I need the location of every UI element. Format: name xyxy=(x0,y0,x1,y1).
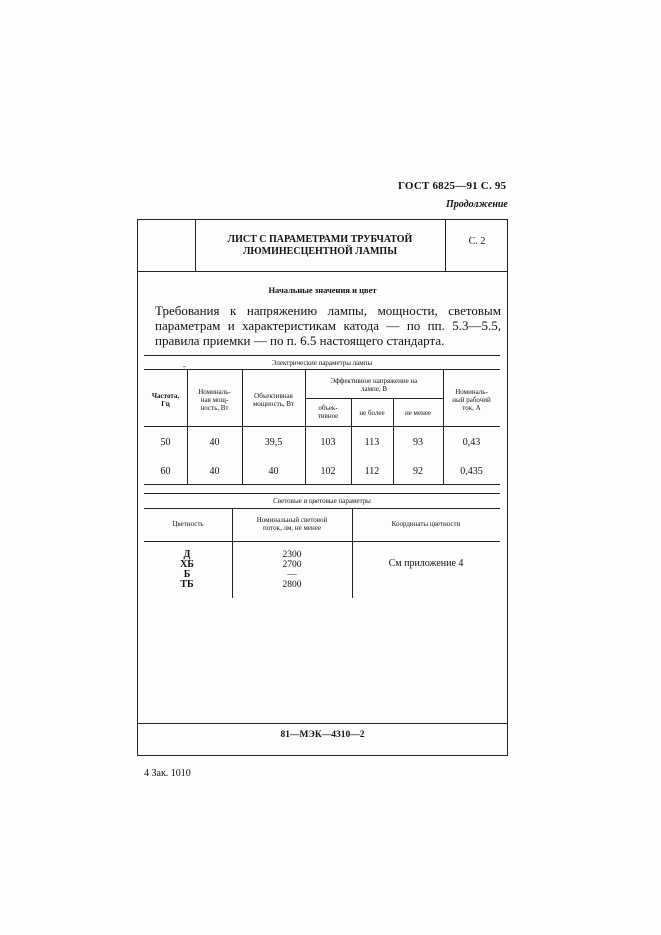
header-nominal-power xyxy=(187,388,242,412)
header-objective-power-line1: Объективная xyxy=(254,392,293,400)
title-divider-right xyxy=(445,219,446,271)
cell-voltage-min: 93 xyxy=(413,437,423,448)
flux-list xyxy=(232,550,352,590)
cell-current: 0,43 xyxy=(462,437,481,448)
cell-current: 0,435 xyxy=(460,466,483,477)
continuation-label: Продолжение xyxy=(446,199,508,210)
header-frequency-line1: Частота, xyxy=(151,392,180,400)
list-item: — xyxy=(287,570,297,580)
list-item: 2300 xyxy=(282,550,302,560)
cell-nominal-power: 40 xyxy=(209,466,220,477)
list-item: 2700 xyxy=(282,560,302,570)
header-current-line1: Номиналь- xyxy=(455,388,488,396)
page-label: С. 2 xyxy=(468,236,486,247)
cell-objective-power: 39,5 xyxy=(264,437,283,448)
coords-value: См приложение 4 xyxy=(388,558,464,569)
section-title: Начальные значения и цвет xyxy=(268,285,377,295)
ltable-header-rule xyxy=(144,541,500,542)
standard-code: ГОСТ 6825—91 С. 95 xyxy=(398,180,507,192)
header-coords: Координаты цветности xyxy=(391,520,461,528)
etable-header-rule xyxy=(144,426,500,427)
header-nominal-power-line1: Номиналь- xyxy=(198,388,231,396)
cell-frequency: 50 xyxy=(160,437,171,448)
etable-caption: Электрические параметры лампы xyxy=(271,359,373,367)
header-frequency xyxy=(144,392,187,408)
header-voltage-group xyxy=(305,377,443,393)
sheet-title xyxy=(196,234,444,258)
footer-rule xyxy=(137,723,508,724)
header-voltage-min: не менее xyxy=(404,409,432,417)
cell-voltage-max: 112 xyxy=(364,466,380,477)
header-current-line3: ток, А xyxy=(462,404,481,412)
header-voltage-objective-line2: тивное xyxy=(317,412,339,420)
color-list xyxy=(170,550,204,590)
title-bottom-rule xyxy=(137,271,508,272)
requirements-paragraph: Требования к напряжению лампы, мощности, световым параметрам и характеристикам катода — по пп. 5.3—5.5, правила приемки — по п. 6.5 настоящего стандарта. xyxy=(155,303,501,348)
cell-nominal-power: 40 xyxy=(209,437,220,448)
header-flux-line2: поток, лм, не менее xyxy=(262,524,322,532)
cell-voltage-min: 92 xyxy=(413,466,423,477)
header-voltage-line2: лампе, В xyxy=(360,385,388,393)
list-item: 2800 xyxy=(282,580,302,590)
list-item: ТБ xyxy=(180,579,194,590)
cell-voltage-objective: 102 xyxy=(320,466,336,477)
header-objective-power-line2: мощность, Вт xyxy=(252,400,295,408)
sheet-title-line2: ЛЮМИНЕСЦЕНТНОЙ ЛАМПЫ xyxy=(242,246,398,257)
ltable-caption-rule xyxy=(144,508,500,509)
header-nominal-power-line2: ная мощ- xyxy=(200,396,229,404)
etable-caption-rule xyxy=(144,369,500,370)
header-current-line2: ный рабочий xyxy=(452,396,491,404)
sheet-frame xyxy=(137,219,508,756)
ltable-caption: Световые и цветовые параметры xyxy=(273,497,371,505)
list-item: ХБ xyxy=(180,559,194,570)
header-color: Цветность xyxy=(172,520,204,528)
header-flux-line1: Номинальный световой xyxy=(256,516,328,524)
header-nominal-current xyxy=(443,388,500,412)
header-voltage-max: не более xyxy=(359,409,385,417)
cell-voltage-max: 113 xyxy=(364,437,380,448)
cell-voltage-objective: 103 xyxy=(320,437,336,448)
etable-bottom-rule xyxy=(144,484,500,485)
header-frequency-line2: Гц xyxy=(161,400,170,408)
header-objective-power xyxy=(242,392,305,408)
cell-objective-power: 40 xyxy=(268,466,279,477)
list-item: Д xyxy=(183,549,191,560)
etable-voltage-subrule xyxy=(305,398,443,399)
etable-top-rule xyxy=(144,355,500,356)
header-nominal-power-line3: ность, Вт xyxy=(200,404,229,412)
ltable-top-rule xyxy=(144,493,500,494)
order-number: 4 Зак. 1010 xyxy=(144,768,191,779)
footer-code: 81—МЭК—4310—2 xyxy=(280,730,365,740)
header-voltage-objective-line1: объек- xyxy=(318,404,338,412)
header-flux xyxy=(232,516,352,532)
header-voltage-line1: Эффективное напряжение на xyxy=(330,377,418,385)
tick-mark: - xyxy=(183,362,186,371)
header-voltage-objective xyxy=(305,404,351,420)
sheet-title-line1: ЛИСТ С ПАРАМЕТРАМИ ТРУБЧАТОЙ xyxy=(227,234,413,245)
cell-frequency: 60 xyxy=(160,466,171,477)
list-item: Б xyxy=(183,569,191,580)
